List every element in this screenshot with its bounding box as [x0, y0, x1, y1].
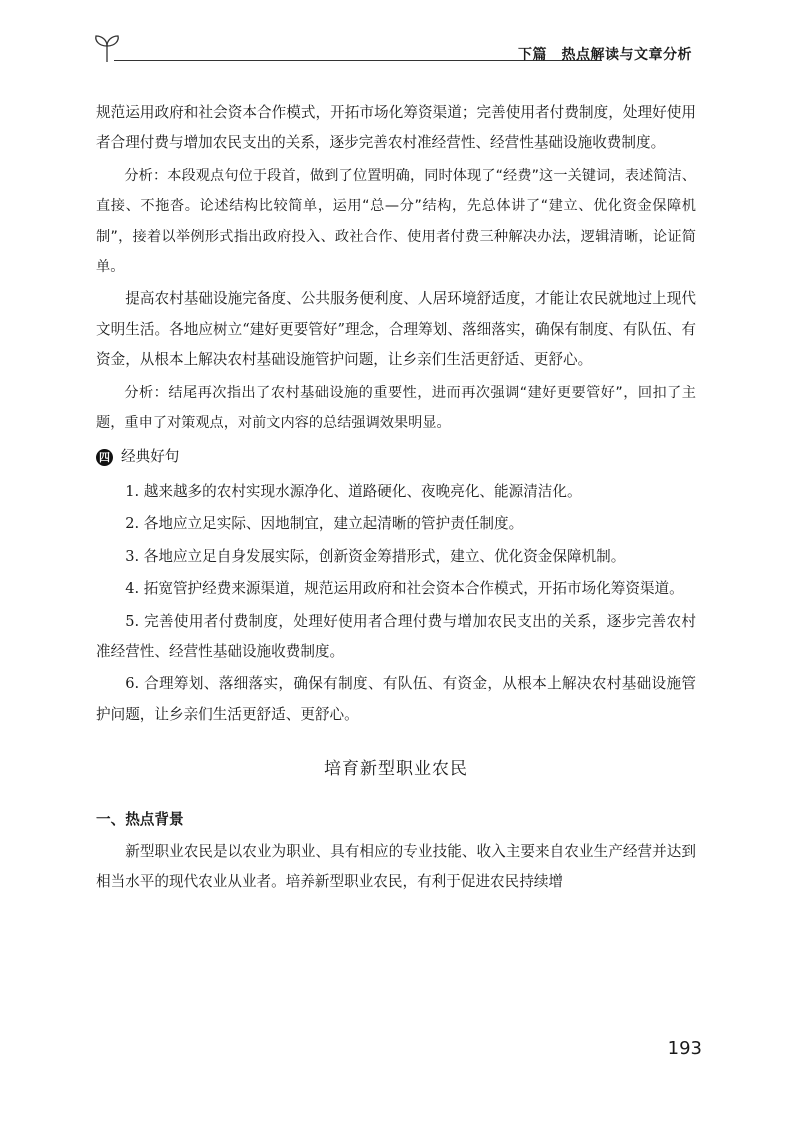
analysis-paragraph: 分析：本段观点句位于段首，做到了位置明确，同时体现了“经费”这一关键词，表述简洁、直接、不拖沓。论述结构比较简单，运用“总—分”结构，先总体讲了“建立、优化资金保障机制”，接着以举例形式指出政府投入、政社合作、使用者付费三种解决办法，逻辑清晰，论证简单。 — [96, 167, 696, 276]
analysis-paragraph: 分析：结尾再次指出了农村基础设施的重要性，进而再次强调“建好更要管好”，回扣了主题，重申了对策观点，对前文内容的总结强调效果明显。 — [96, 384, 696, 432]
heading-label: 经典好句 — [121, 448, 180, 466]
paragraph: 提高农村基础设施完备度、公共服务便利度、人居环境舒适度，才能让农民就地过上现代文明生活。各地应树立“建好更要管好”理念，合理筹划、落细落实，确保有制度、有队伍、有资金，从根本上解决农村基础设施管护问题，让乡亲们生活更舒适、更舒心。 — [96, 290, 696, 369]
list-item: 6. 合理筹划、落细落实，确保有制度、有队伍、有资金，从根本上解决农村基础设施管护问题，让乡亲们生活更舒适、更舒心。 — [96, 675, 696, 723]
number-badge: 四 — [96, 449, 113, 466]
list-item: 3. 各地应立足自身发展实际，创新资金筹措形式，建立、优化资金保障机制。 — [125, 547, 626, 565]
section-heading: 一、热点背景 — [96, 810, 184, 828]
list-item: 2. 各地应立足实际、因地制宜，建立起清晰的管护责任制度。 — [125, 515, 524, 533]
list-item: 5. 完善使用者付费制度，处理好使用者合理付费与增加农民支出的关系，逐步完善农村准经营性、经营性基础设施收费制度。 — [96, 612, 696, 660]
page-header — [92, 28, 692, 68]
article-title: 培育新型职业农民 — [324, 759, 468, 780]
list-item: 1. 越来越多的农村实现水源净化、道路硬化、夜晚亮化、能源清洁化。 — [125, 482, 582, 500]
list-item: 4. 拓宽管护经费来源渠道，规范运用政府和社会资本合作模式，开拓市场化筹资渠道。 — [125, 580, 684, 598]
classic-sentences-heading — [96, 442, 696, 472]
section-title: 下篇 热点解读与文章分析 — [518, 47, 692, 63]
sprout-icon — [92, 28, 122, 64]
paragraph: 新型职业农民是以农业为职业、具有相应的专业技能、收入主要来自农业生产经营并达到相当水平的现代农业从业者。培养新型职业农民，有利于促进农民持续增 — [96, 842, 696, 891]
paragraph: 规范运用政府和社会资本合作模式，开拓市场化筹资渠道；完善使用者付费制度，处理好使用者合理付费与增加农民支出的关系，逐步完善农村准经营性、经营性基础设施收费制度。 — [96, 104, 696, 152]
page-number: 193 — [667, 1038, 702, 1059]
page-content — [96, 98, 696, 900]
